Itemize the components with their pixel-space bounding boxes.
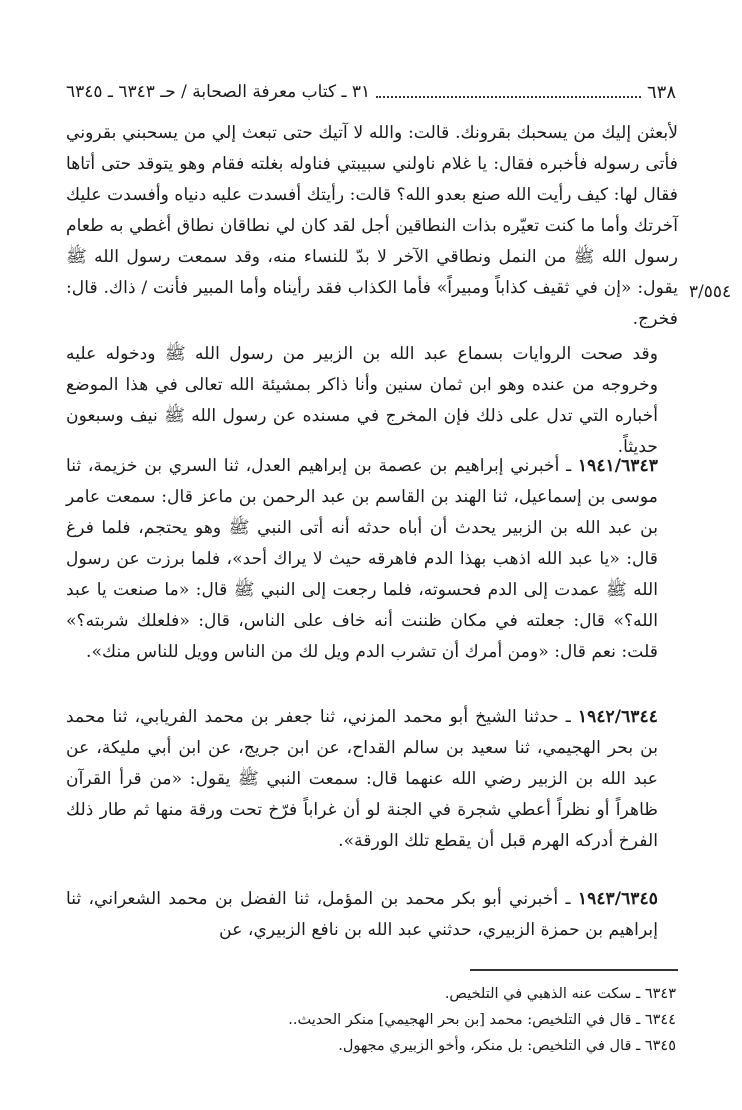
hadith-6345-paragraph bbox=[66, 884, 678, 946]
hadith-text: ـ أخبرني إبراهيم بن عصمة بن إبراهيم العدل، ثنا السري بن خزيمة، ثنا موسى بن إسماعيل، ثنا الهند بن القاسم بن عبد الرحمن بن ماعز قال: سمعت عامر بن عبد الله بن الزبير يحدث أن أباه حدثه أنه أتى النبي ﷺ وهو يحتجم، فلما فرغ قال: «يا عبد الله اذهب بهذا الدم فاهرقه حيث لا يراك أحد»، فلما برزت عن رسول الله ﷺ عمدت إلى الدم فحسوته، فلما رجعت إلى النبي ﷺ قال: «ما صنعت يا عبد الله؟» قال: جعلته في مكان ظننت أنه خاف على الناس، قال: «فلعلك شربته؟» قلت: نعم قال: «ومن أمرك أن تشرب الدم ويل لك من الناس وويل للناس منك». bbox=[66, 456, 658, 662]
hadith-text: ـ أخبرني أبو بكر محمد بن المؤمل، ثنا الفضل بن محمد الشعراني، ثنا إبراهيم بن حمزة الزبيري، حدثني عبد الله بن نافع الزبيري، عن bbox=[66, 889, 658, 940]
header-dot-leader bbox=[376, 86, 641, 98]
hadith-6344 bbox=[66, 702, 678, 857]
body-text-top bbox=[66, 118, 678, 463]
footnote-rule bbox=[470, 969, 678, 971]
paragraph-continuation: لأبعثن إليك من يسحبك بقرونك. قالت: والله لا آتيك حتى تبعث إلي من يسحبني بقروني فأتى رسوله فأخبره فقال: يا غلام ناولني سبيبتي فناوله بغلته فقام وهو يتوقد حتى أتاها فقال لها: كيف رأيت الله صنع بعدو الله؟ قالت: رأيتك أفسدت عليه دنياه وأفسدت عليك آخرتك وأما ما كنت تعيّره بذات النطاقين أجل لقد كان لي نطاقان نطاق أغطي به طعام رسول الله ﷺ من النمل ونطاقي الآخر لا بدّ للنساء منه، وقد سمعت رسول الله ﷺ يقول: «إن في ثقيف كذاباً ومبيراً» فأما الكذاب فقد رأيناه وأما المبير فأنت / ذاك. قال: فخرج. bbox=[66, 123, 678, 329]
hadith-number: ١٩٤٢/٦٣٤٤ bbox=[577, 707, 658, 727]
footnote-6345: ٦٣٤٥ ـ قال في التلخيص: بل منكر، وأخو الزبيري مجهول. bbox=[338, 1038, 676, 1054]
hadith-number: ١٩٤٣/٦٣٤٥ bbox=[577, 889, 658, 909]
footnote-6344: ٦٣٤٤ ـ قال في التلخيص: محمد [بن بحر الهجيمي] منكر الحديث.. bbox=[288, 1012, 676, 1028]
footnotes bbox=[66, 981, 676, 1059]
hadith-6343 bbox=[66, 451, 678, 668]
hadith-6345 bbox=[66, 884, 678, 946]
hadith-number: ١٩٤١/٦٣٤٣ bbox=[577, 456, 658, 476]
running-header bbox=[66, 80, 676, 104]
hadith-6344-paragraph bbox=[66, 702, 678, 857]
hadith-text: ـ حدثنا الشيخ أبو محمد المزني، ثنا جعفر بن محمد الفريابي، ثنا محمد بن بحر الهجيمي، ثنا سعيد بن سالم القداح، عن ابن جريج، عن ابن أبي مليكة، عن عبد الله بن الزبير رضي الله عنهما قال: سمعت النبي ﷺ يقول: «من قرأ القرآن ظاهراً أو نظراً أعطي شجرة في الجنة لو أن غراباً فرّخ تحت ورقة منها ثم طار ذلك الفرخ أدركه الهرم قبل أن يقطع تلك الورقة». bbox=[66, 707, 658, 851]
chapter-title: ٣١ ـ كتاب معرفة الصحابة / حـ ٦٣٤٣ ـ ٦٣٤٥ bbox=[66, 82, 371, 102]
margin-page-reference: ٣/٥٥٤ bbox=[688, 282, 732, 302]
footnote-6343: ٦٣٤٣ ـ سكت عنه الذهبي في التلخيص. bbox=[444, 986, 676, 1002]
page-number: ٦٣٨ bbox=[646, 81, 676, 103]
paragraph-commentary: وقد صحت الروايات بسماع عبد الله بن الزبير من رسول الله ﷺ ودخوله عليه وخروجه من عنده وهو ابن ثمان سنين وأنا ذاكر بمشيئة الله تعالى في هذا الموضع أخباره التي تدل على ذلك فإن المخرج في مسنده عن رسول الله ﷺ نيف وسبعون حديثاً. bbox=[66, 344, 658, 457]
hadith-6343-paragraph bbox=[66, 451, 678, 668]
